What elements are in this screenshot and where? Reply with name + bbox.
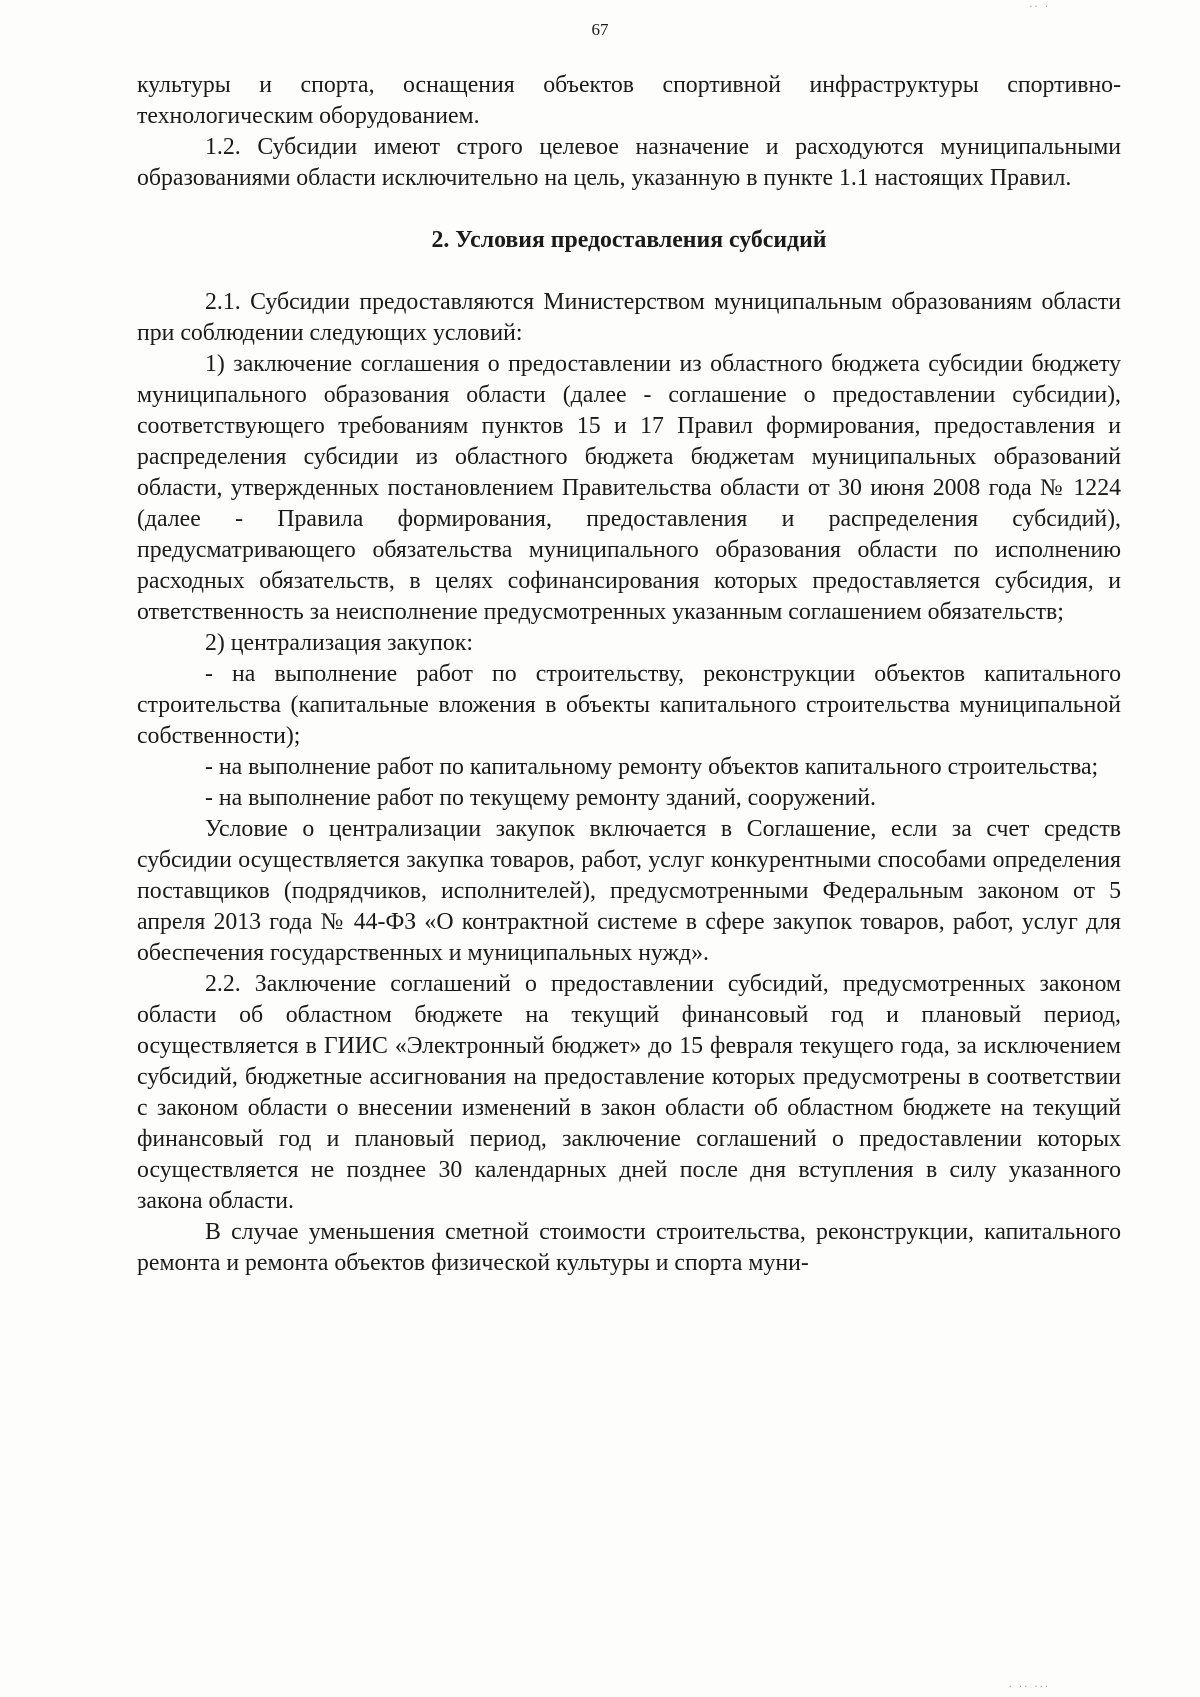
list-item-capital-repair: - на выполнение работ по капитальному ремонту объектов капитального строительства; [205,754,1099,780]
paragraph-2-2: 2.2. Заключение соглашений о предоставлении субсидий, предусмотренных законом области об областном бюджете на текущий финансовый год и плановый период, осуществляется в ГИИС «Электронный бюджет» до 15 февраля текущего года, за исключением субсидий, бюджетные ассигнования на предоставление которых предусмотрены в соответствии с законом области о внесении изменений в закон области об областном бюджете на текущий финансовый год и плановый период, заключение соглашений о предоставлении которых осуществляется не позднее 30 календарных дней после дня вступления в силу указанного закона области. [137,971,1121,1214]
paragraph-1-2: 1.2. Субсидии имеют строго целевое назначение и расходуются муниципальными образованиями области исключительно на цель, указанную в пункте 1.1 настоящих Правил. [137,134,1121,191]
condition-1: 1) заключение соглашения о предоставлении из областного бюджета субсидии бюджету муниципального образования области (далее - соглашение о предоставлении субсидии), соответствующего требованиям пунктов 15 и 17 Правил формирования, предоставления и распределения субсидии из областного бюджета бюджетам муниципальных образований области, утвержденных постановлением Правительства области от 30 июня 2008 года № 1224 (далее - Правила формирования, предоставления и распределения субсидий), предусматривающего обязательства муниципального образования области по исполнению расходных обязательств, в целях софинансирования которых предоставляется субсидия, и ответственность за неисполнение предусмотренных указанным соглашением обязательств; [137,351,1121,625]
paragraph-2-1: 2.1. Субсидии предоставляются Министерством муниципальным образованиям области при соблюдении следующих условий: [137,289,1121,346]
list-item-construction: - на выполнение работ по строительству, реконструкции объектов капитального строительства (капитальные вложения в объекты капитального строительства муниципальной собственности); [137,661,1121,749]
paragraph-cost-reduction: В случае уменьшения сметной стоимости строительства, реконструкции, капитального ремонта и ремонта объектов физической культуры и спорта муни- [137,1219,1121,1276]
scan-edge-mark: · ·· ··· [1008,1682,1050,1693]
paragraph-continuation: культуры и спорта, оснащения объектов спортивной инфраструктуры спортивно-технологическим оборудованием. [137,72,1121,129]
condition-2: 2) централизация закупок: [205,630,473,656]
document-body [137,70,1121,1279]
scan-edge-mark: ·· · [1029,2,1050,13]
section-heading: 2. Условия предоставления субсидий [431,227,827,253]
list-item-current-repair: - на выполнение работ по текущему ремонту зданий, сооружений. [205,785,876,811]
page-number: 67 [591,20,609,39]
paragraph-centralization-condition: Условие о централизации закупок включается в Соглашение, если за счет средств субсидии осуществляется закупка товаров, работ, услуг конкурентными способами определения поставщиков (подрядчиков, исполнителей), предусмотренными Федеральным законом от 5 апреля 2013 года № 44-ФЗ «О контрактной системе в сфере закупок товаров, работ, услуг для обеспечения государственных и муниципальных нужд». [137,816,1121,966]
